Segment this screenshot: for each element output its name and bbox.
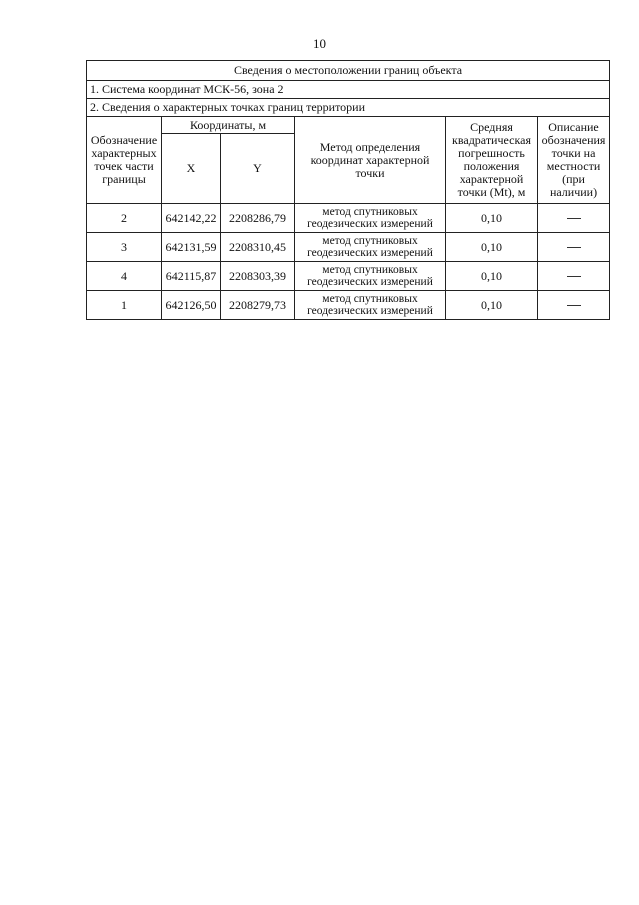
cell-description xyxy=(538,204,610,233)
cell-y: 2208286,79 xyxy=(221,204,295,233)
cell-point: 4 xyxy=(87,262,162,291)
characteristic-points-row xyxy=(87,99,610,117)
table-title-row xyxy=(87,61,610,81)
cell-description xyxy=(538,262,610,291)
header-y: Y xyxy=(221,134,295,204)
characteristic-points-header: 2. Сведения о характерных точках границ территории xyxy=(87,99,610,117)
dash-mark xyxy=(567,218,581,219)
header-method: Метод определения координат характерной точки xyxy=(295,117,446,204)
table-row xyxy=(87,291,610,320)
cell-x: 642115,87 xyxy=(162,262,221,291)
header-x: X xyxy=(162,134,221,204)
cell-x: 642126,50 xyxy=(162,291,221,320)
cell-method: метод спутниковых геодезических измерений xyxy=(295,204,446,233)
header-coordinates: Координаты, м xyxy=(162,117,295,134)
cell-y: 2208279,73 xyxy=(221,291,295,320)
dash-mark xyxy=(567,247,581,248)
cell-error: 0,10 xyxy=(446,262,538,291)
table-row xyxy=(87,204,610,233)
cell-error: 0,10 xyxy=(446,233,538,262)
dash-mark xyxy=(567,276,581,277)
cell-error: 0,10 xyxy=(446,291,538,320)
column-header-row xyxy=(87,117,610,134)
page-number: 10 xyxy=(313,36,326,51)
cell-x: 642131,59 xyxy=(162,233,221,262)
table-row xyxy=(87,233,610,262)
cell-y: 2208303,39 xyxy=(221,262,295,291)
cell-method: метод спутниковых геодезических измерений xyxy=(295,233,446,262)
cell-description xyxy=(538,233,610,262)
coordinate-system: 1. Система координат МСК-56, зона 2 xyxy=(87,81,610,99)
cell-error: 0,10 xyxy=(446,204,538,233)
cell-point: 2 xyxy=(87,204,162,233)
cell-x: 642142,22 xyxy=(162,204,221,233)
header-designation: Обозначение характерных точек части границы xyxy=(87,117,162,204)
dash-mark xyxy=(567,305,581,306)
cell-point: 1 xyxy=(87,291,162,320)
cell-description xyxy=(538,291,610,320)
table-title: Сведения о местоположении границ объекта xyxy=(87,61,610,81)
table-row xyxy=(87,262,610,291)
header-error: Средняя квадратическая погрешность положения характерной точки (Mt), м xyxy=(446,117,538,204)
coordinate-system-row xyxy=(87,81,610,99)
cell-method: метод спутниковых геодезических измерений xyxy=(295,291,446,320)
boundary-table xyxy=(86,60,610,320)
header-description: Описание обозначения точки на местности (при наличии) xyxy=(538,117,610,204)
cell-y: 2208310,45 xyxy=(221,233,295,262)
cell-method: метод спутниковых геодезических измерений xyxy=(295,262,446,291)
cell-point: 3 xyxy=(87,233,162,262)
